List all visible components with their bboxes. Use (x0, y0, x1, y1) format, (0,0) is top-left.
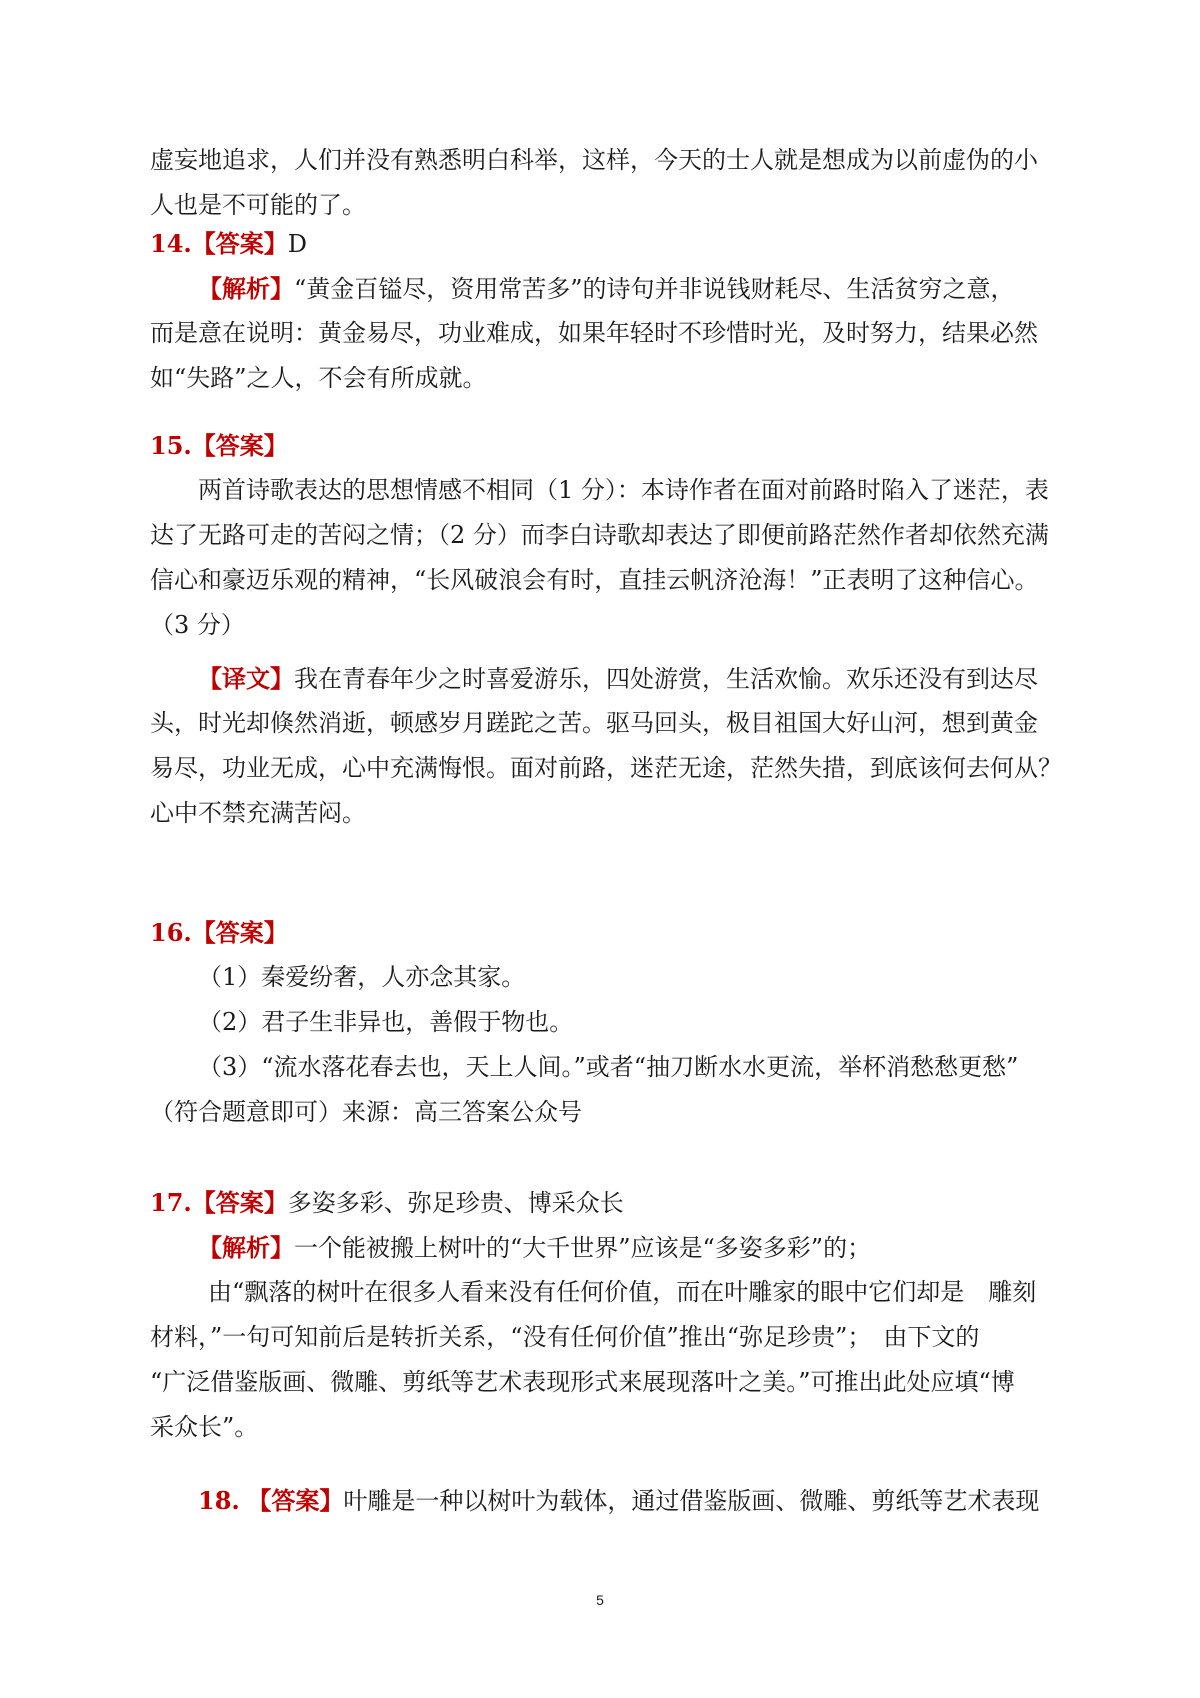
q16-number: 16. (150, 918, 192, 947)
q15-answer-label: 【答案】 (191, 431, 288, 460)
q16-item: （1）秦爱纷奢，人亦念其家。 (198, 963, 526, 991)
q14-analysis-line: 如“失路”之人，不会有所成就。 (150, 364, 487, 392)
q18-answer-line (150, 1478, 1062, 1523)
q16-answer-line (150, 910, 1062, 955)
q16-item: （2）君子生非异也，善假于物也。 (198, 1008, 574, 1036)
q15-answer-text-line: 达了无路可走的苦闷之情；（2 分）而李白诗歌却表达了即便前路茫然作者却依然充满 (150, 521, 1049, 549)
q14-analysis-label: 【解析】 (198, 274, 294, 303)
q14-answer-line (150, 221, 1062, 266)
q15-answer-text-line: （3 分） (150, 611, 245, 639)
q17-number: 17. (150, 1188, 192, 1217)
q17-analysis-line (150, 1225, 1062, 1270)
q16-answer-label: 【答案】 (191, 918, 288, 947)
q17-analysis-text: 一个能被搬上树叶的“大千世界”应该是“多姿多彩”的； (294, 1234, 872, 1262)
q17-answer-line (150, 1180, 1062, 1225)
q15-translation-line (150, 656, 1062, 701)
q17-analysis-line: 采众长”。 (150, 1413, 259, 1441)
q17-answer-label: 【答案】 (191, 1188, 288, 1217)
q15-translation-label: 【译文】 (198, 664, 294, 693)
question-18 (150, 1478, 1062, 1523)
intro-line: 虚妄地追求，人们并没有熟悉明白科举，这样，今天的士人就是想成为以前虚伪的小 (150, 146, 1038, 174)
q14-answer-text: D (287, 230, 308, 258)
q16-note: （符合题意即可）来源：高三答案公众号 (150, 1098, 582, 1126)
q15-answer-text-line: 信心和豪迈乐观的精神，“长风破浪会有时，直挂云帆济沧海！”正表明了这种信心。 (150, 566, 1039, 594)
q17-analysis-line: 由“飘落的树叶在很多人看来没有任何价值，而在叶雕家的眼中它们却是 雕刻 (208, 1278, 1037, 1306)
q18-answer-text: 叶雕是一种以树叶为载体，通过借鉴版画、微雕、剪纸等艺术表现 (343, 1487, 1040, 1515)
intro-line: 人也是不可能的了。 (150, 191, 366, 219)
q15-answer-text-line: 两首诗歌表达的思想情感不相同（1 分）：本诗作者在面对前路时陷入了迷茫，表 (198, 476, 1049, 504)
q17-analysis-label: 【解析】 (198, 1233, 294, 1262)
q18-answer-label: 【答案】 (247, 1486, 344, 1515)
q14-analysis-line (150, 266, 1062, 311)
q15-answer-line (150, 423, 1062, 468)
q14-analysis-text: “黄金百镒尽，资用常苦多”的诗句并非说钱财耗尽、生活贫穷之意， (294, 275, 1015, 303)
question-14 (150, 221, 1062, 401)
q15-translation-line: 心中不禁充满苦闷。 (150, 799, 366, 827)
page-number: 5 (596, 1592, 604, 1608)
q14-analysis-line: 而是意在说明：黄金易尽，功业难成，如果年轻时不珍惜时光，及时努力，结果必然 (150, 319, 1038, 347)
question-15 (150, 423, 1062, 836)
question-17 (150, 1180, 1062, 1450)
q17-answer-text: 多姿多彩、弥足珍贵、博采众长 (287, 1189, 624, 1217)
q15-translation-line: 头，时光却倏然消逝，顿感岁月蹉跎之苦。驱马回头，极目祖国大好山河，想到黄金 (150, 709, 1038, 737)
q17-analysis-line: “广泛借鉴版画、微雕、剪纸等艺术表现形式来展现落叶之美。”可推出此处应填“博 (150, 1368, 1015, 1396)
intro-paragraph (150, 138, 1062, 228)
q17-analysis-line: 材料，”一句可知前后是转折关系，“没有任何价值”推出“弥足珍贵”； 由下文的 (150, 1323, 980, 1351)
q15-translation-text: 我在青春年少之时喜爱游乐，四处游赏，生活欢愉。欢乐还没有到达尽 (294, 665, 1038, 693)
q18-number: 18. (198, 1486, 240, 1515)
q14-answer-label: 【答案】 (191, 229, 288, 258)
q16-item: （3）“流水落花春去也，天上人间。”或者“抽刀断水水更流，举杯消愁愁更愁” (198, 1053, 1019, 1081)
question-16 (150, 910, 1062, 1135)
q15-translation-line: 易尽，功业无成，心中充满悔恨。面对前路，迷茫无途，茫然失措，到底该何去何从？ (150, 754, 1062, 782)
q14-number: 14. (150, 229, 192, 258)
q15-number: 15. (150, 431, 192, 460)
